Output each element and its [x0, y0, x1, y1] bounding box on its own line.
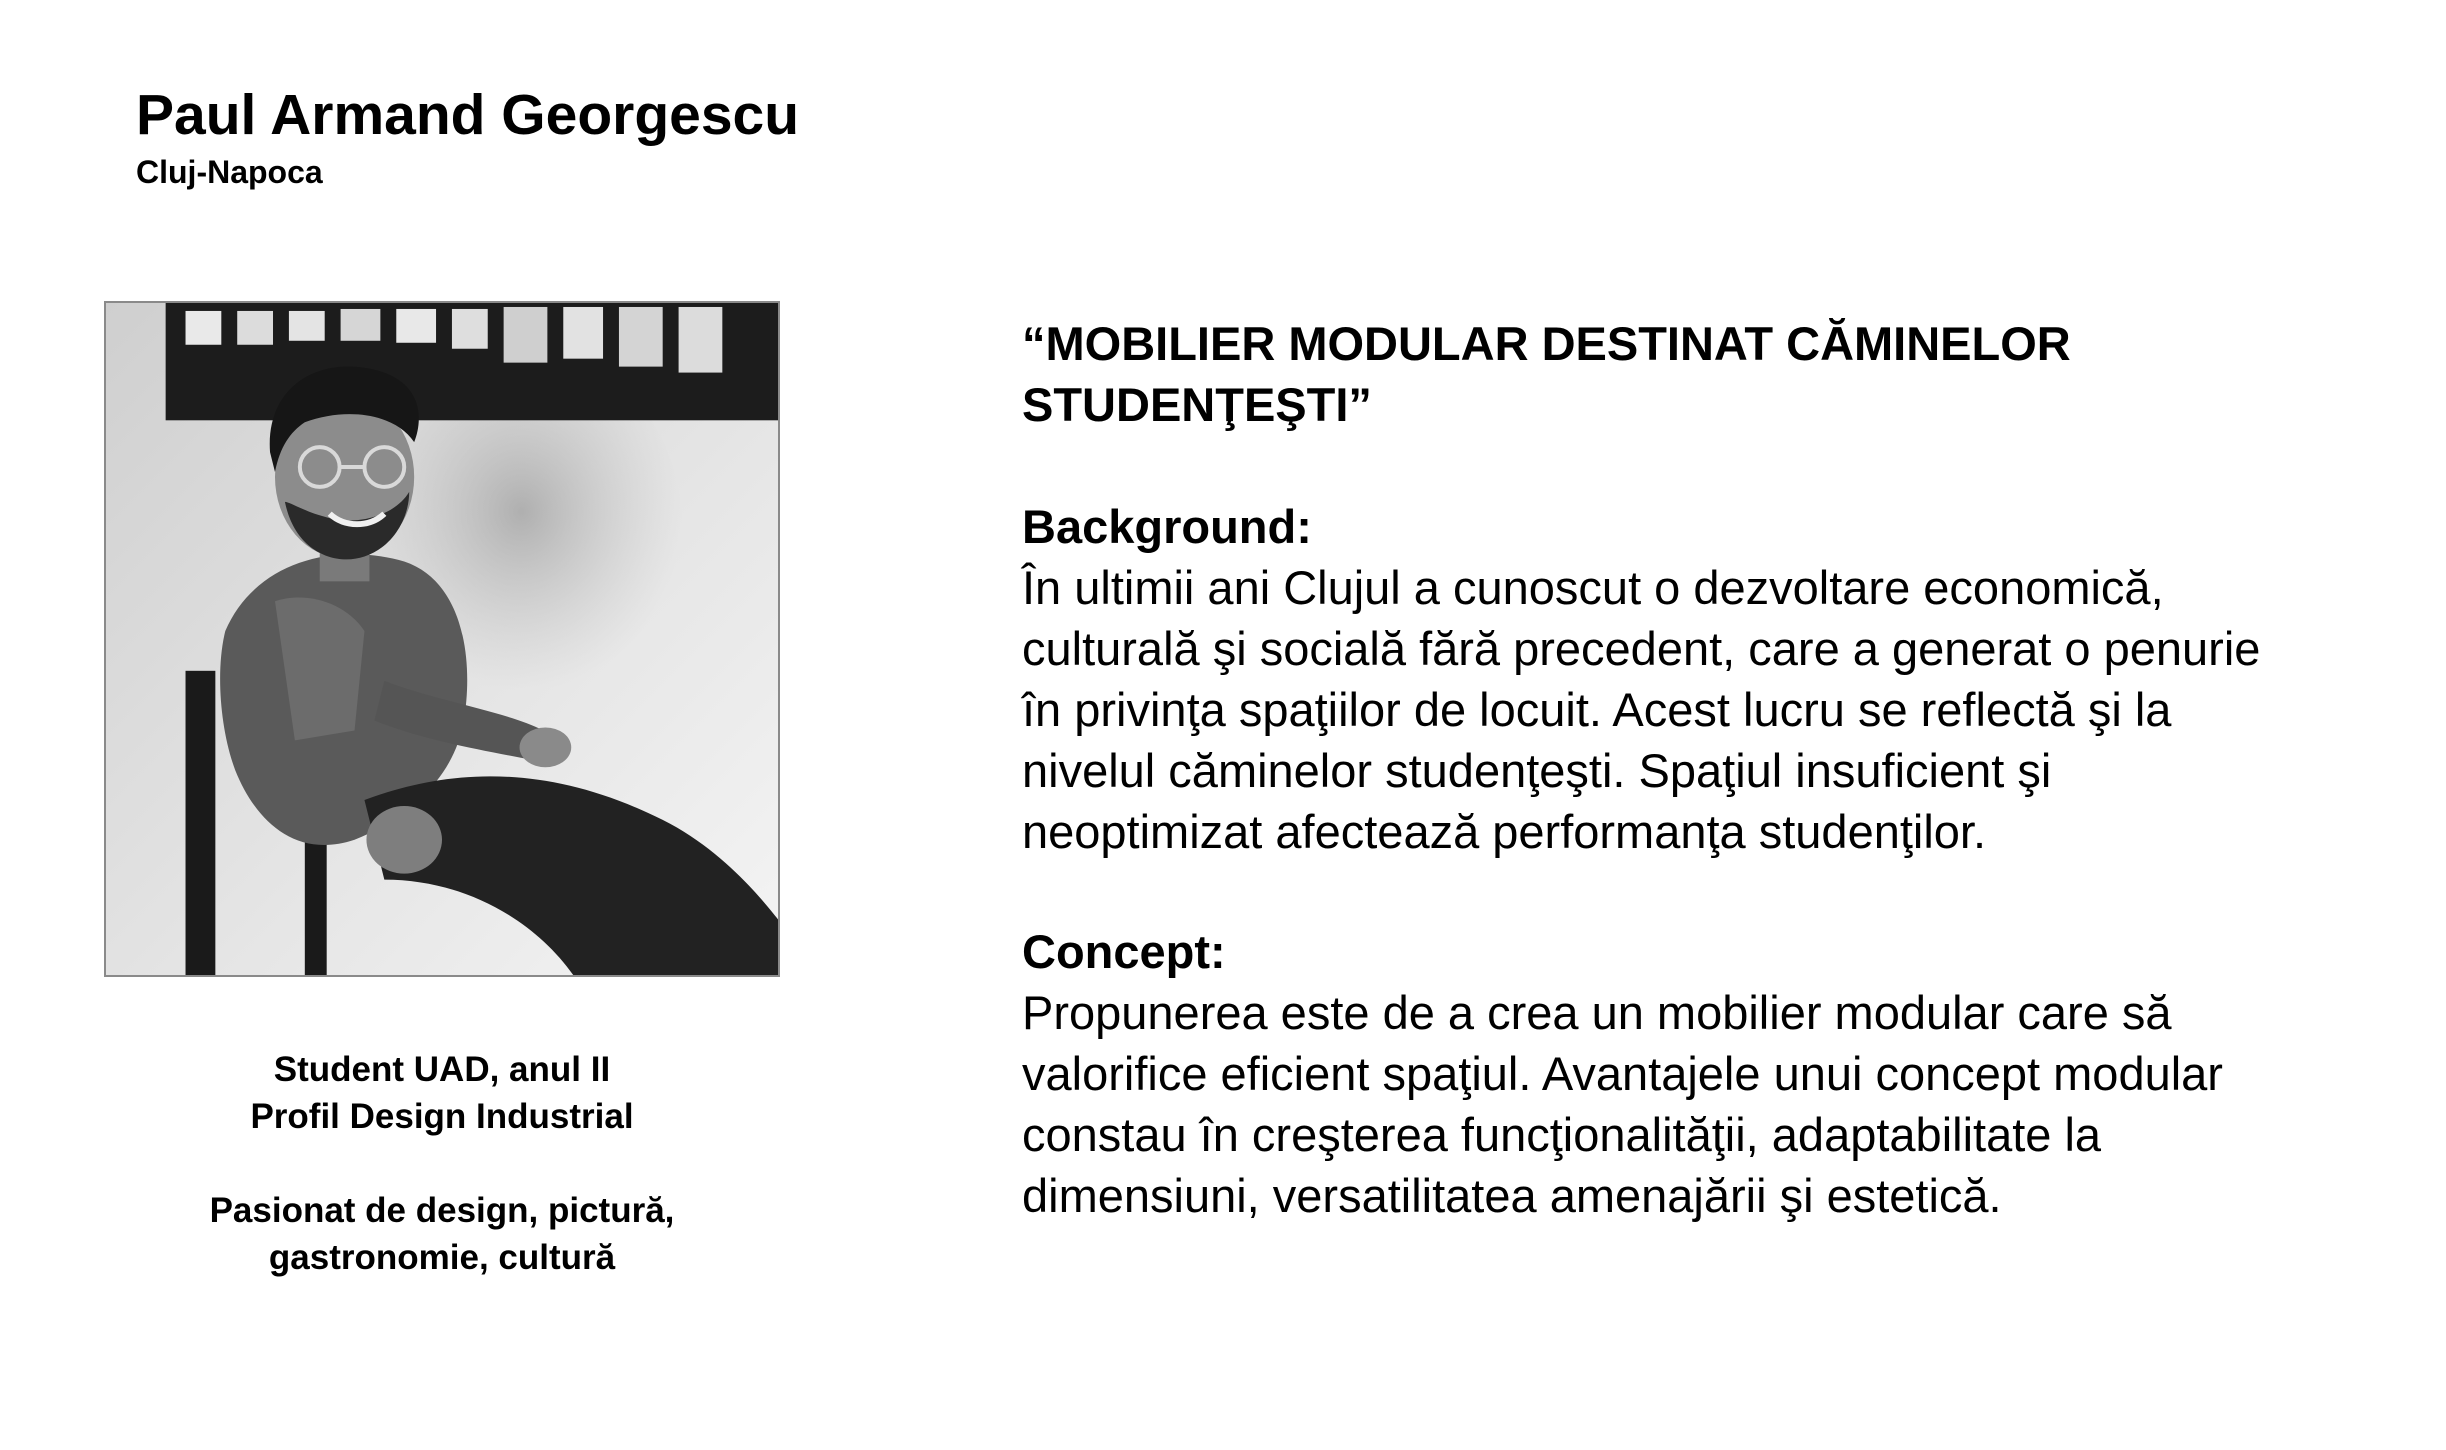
portrait-photo	[104, 301, 780, 977]
project-title-line-1: “MOBILIER MODULAR DESTINAT CĂMINELOR	[1022, 317, 2071, 370]
concept-line: Propunerea este de a crea un mobilier modular care să	[1022, 986, 2172, 1039]
concept-line: dimensiuni, versatilitatea amenajării şi estetică.	[1022, 1169, 2002, 1222]
background-line: În ultimii ani Clujul a cunoscut o dezvoltare economică,	[1022, 561, 2164, 614]
background-text	[1022, 557, 2422, 862]
background-section	[1022, 496, 2422, 862]
interests-line-1: Pasionat de design, pictură,	[209, 1191, 675, 1230]
background-line: culturală şi socială fără precedent, care a generat o penurie	[1022, 622, 2261, 675]
concept-section	[1022, 921, 2422, 1226]
education-caption	[104, 1046, 780, 1140]
project-title	[1022, 313, 2352, 435]
concept-text	[1022, 982, 2422, 1226]
education-year: Student UAD, anul II	[273, 1050, 611, 1089]
education-profile: Profil Design Industrial	[250, 1097, 634, 1136]
background-line: nivelul căminelor studenţeşti. Spaţiul insuficient şi	[1022, 744, 2052, 797]
concept-line: valorifice eficient spaţiul. Avantajele unui concept modular	[1022, 1047, 2223, 1100]
interests-line-2: gastronomie, cultură	[268, 1238, 616, 1277]
person-city: Cluj-Napoca	[136, 154, 323, 190]
portrait-illustration	[106, 303, 778, 975]
person-name: Paul Armand Georgescu	[136, 83, 800, 147]
concept-line: constau în creşterea funcţionalităţii, adaptabilitate la	[1022, 1108, 2102, 1161]
background-line: neoptimizat afectează performanţa studenţilor.	[1022, 805, 1987, 858]
background-heading: Background:	[1022, 500, 1312, 553]
interests-caption	[104, 1187, 780, 1281]
background-line: în privinţa spaţiilor de locuit. Acest lucru se reflectă şi la	[1022, 683, 2172, 736]
concept-heading: Concept:	[1022, 925, 1226, 978]
project-title-line-2: STUDENŢEŞTI”	[1022, 378, 1372, 431]
